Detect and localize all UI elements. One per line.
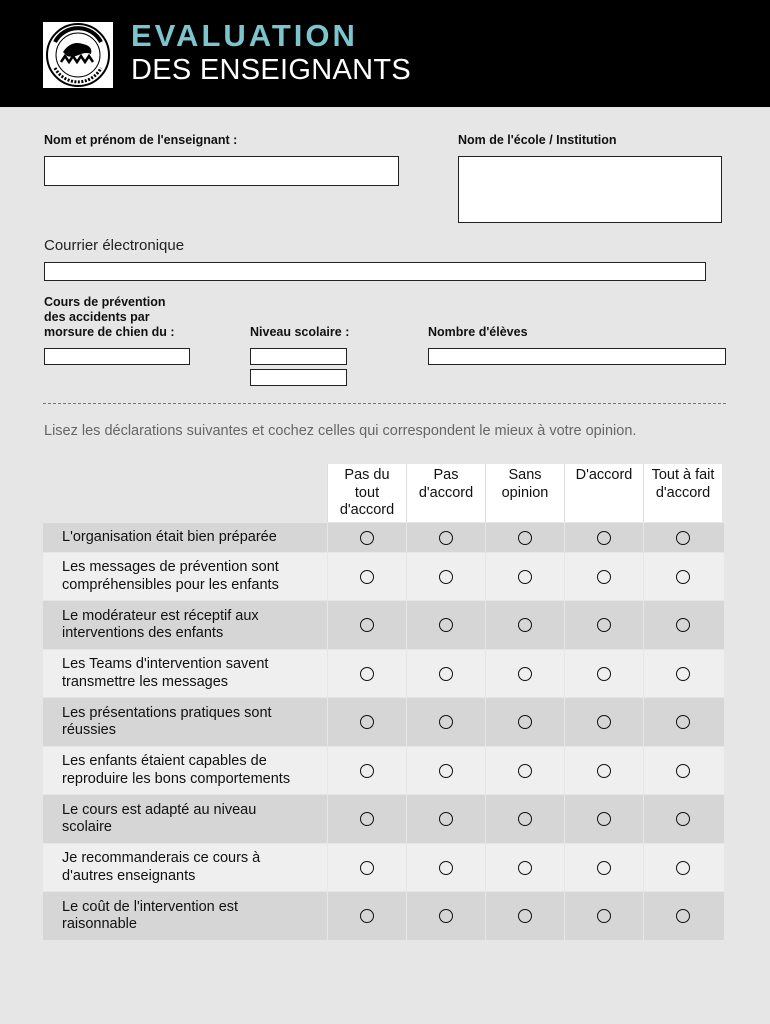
- answer-cell: [406, 553, 485, 600]
- answer-cell: [485, 553, 564, 600]
- answer-cell: [564, 553, 643, 600]
- answer-cell: [564, 601, 643, 649]
- survey-header-row: [43, 464, 724, 522]
- answer-radio[interactable]: [676, 570, 690, 584]
- answer-cell: [564, 844, 643, 891]
- answer-radio[interactable]: [676, 909, 690, 923]
- answer-radio[interactable]: [439, 812, 453, 826]
- answer-radio[interactable]: [360, 570, 374, 584]
- answer-cell: [643, 892, 722, 940]
- answer-radio[interactable]: [597, 715, 611, 729]
- table-row: [43, 697, 724, 746]
- answer-radio[interactable]: [518, 531, 532, 545]
- students-count-label: Nombre d'élèves: [428, 325, 528, 339]
- answer-radio[interactable]: [676, 667, 690, 681]
- answer-cell: [327, 553, 406, 600]
- answer-radio[interactable]: [360, 861, 374, 875]
- answer-radio[interactable]: [439, 861, 453, 875]
- table-row: [43, 746, 724, 794]
- answer-radio[interactable]: [439, 531, 453, 545]
- header-spacer: [43, 464, 327, 522]
- answer-radio[interactable]: [597, 667, 611, 681]
- survey-table: [43, 464, 724, 940]
- fondation-logo: [43, 22, 113, 88]
- answer-cell: [327, 892, 406, 940]
- answer-cell: [406, 601, 485, 649]
- answer-cell: [406, 892, 485, 940]
- question-label: Je recommanderais ce cours à d'autres enseignants: [62, 850, 261, 884]
- answer-radio[interactable]: [518, 618, 532, 632]
- question-label: Le cours est adapté au niveau scolaire: [62, 801, 257, 835]
- answer-cell: [643, 523, 722, 552]
- answer-cell: [643, 747, 722, 794]
- answer-cell: [406, 650, 485, 697]
- school-level-field-1[interactable]: [250, 348, 347, 365]
- answer-cell: [406, 795, 485, 843]
- school-label: Nom de l'école / Institution: [458, 133, 617, 147]
- answer-radio[interactable]: [360, 812, 374, 826]
- answer-cell: [406, 747, 485, 794]
- column-header: Tout à fait d'accord: [643, 464, 722, 522]
- school-field[interactable]: [458, 156, 722, 223]
- answer-radio[interactable]: [360, 909, 374, 923]
- answer-radio[interactable]: [439, 764, 453, 778]
- answer-cell: [643, 795, 722, 843]
- email-field[interactable]: [44, 262, 706, 281]
- question-label: Le coût de l'intervention est raisonnable: [62, 898, 239, 932]
- table-row: [43, 522, 724, 552]
- answer-radio[interactable]: [360, 764, 374, 778]
- page-title-line1: EVALUATION: [131, 18, 358, 53]
- answer-cell: [564, 523, 643, 552]
- answer-cell: [485, 844, 564, 891]
- question-label: Les Teams d'intervention savent transmettre les messages: [62, 656, 269, 690]
- answer-radio[interactable]: [360, 531, 374, 545]
- answer-radio[interactable]: [676, 812, 690, 826]
- answer-cell: [485, 795, 564, 843]
- survey-question-rows: [43, 522, 724, 940]
- question-label: Le modérateur est réceptif aux interventions des enfants: [62, 607, 259, 641]
- answer-radio[interactable]: [676, 531, 690, 545]
- answer-cell: [564, 795, 643, 843]
- answer-cell: [327, 523, 406, 552]
- table-row: [43, 600, 724, 649]
- email-label: Courrier électronique: [44, 237, 185, 254]
- school-level-label: Niveau scolaire :: [250, 325, 350, 339]
- answer-cell: [327, 747, 406, 794]
- answer-cell: [485, 650, 564, 697]
- answer-cell: [564, 892, 643, 940]
- answer-radio[interactable]: [518, 764, 532, 778]
- answer-cell: [643, 698, 722, 746]
- answer-cell: [406, 698, 485, 746]
- column-header: Pas d'accord: [406, 464, 485, 522]
- survey-instructions: Lisez les déclarations suivantes et cochez celles qui correspondent le mieux à votre opinion.: [44, 423, 637, 439]
- answer-cell: [485, 523, 564, 552]
- answer-radio[interactable]: [439, 667, 453, 681]
- page-title-line2: DES ENSEIGNANTS: [131, 54, 412, 86]
- answer-radio[interactable]: [676, 618, 690, 632]
- teacher-name-field[interactable]: [44, 156, 399, 186]
- answer-cell: [327, 844, 406, 891]
- table-row: [43, 794, 724, 843]
- question-label: Les présentations pratiques sont réussies: [62, 704, 272, 738]
- answer-cell: [643, 650, 722, 697]
- section-divider: [43, 403, 726, 404]
- table-row: [43, 891, 724, 940]
- answer-cell: [643, 844, 722, 891]
- answer-cell: [485, 698, 564, 746]
- logo-emblem-icon: [43, 22, 113, 88]
- table-row: [43, 552, 724, 600]
- answer-cell: [327, 698, 406, 746]
- answer-radio[interactable]: [439, 618, 453, 632]
- answer-cell: [643, 553, 722, 600]
- answer-cell: [485, 747, 564, 794]
- students-count-field[interactable]: [428, 348, 726, 365]
- table-row: [43, 649, 724, 697]
- teacher-name-label: Nom et prénom de l'enseignant :: [44, 133, 238, 147]
- answer-radio[interactable]: [597, 570, 611, 584]
- school-level-field-2[interactable]: [250, 369, 347, 386]
- answer-radio[interactable]: [597, 764, 611, 778]
- answer-cell: [564, 650, 643, 697]
- answer-radio[interactable]: [518, 667, 532, 681]
- answer-radio[interactable]: [360, 667, 374, 681]
- answer-radio[interactable]: [597, 861, 611, 875]
- answer-radio[interactable]: [676, 715, 690, 729]
- answer-radio[interactable]: [676, 764, 690, 778]
- answer-cell: [485, 601, 564, 649]
- answer-cell: [485, 892, 564, 940]
- question-label: Les enfants étaient capables de reproduire les bons comportements: [62, 753, 291, 787]
- answer-radio[interactable]: [597, 909, 611, 923]
- column-header: Pas du tout d'accord: [327, 464, 406, 522]
- answer-cell: [327, 795, 406, 843]
- column-header: Sans opinion: [485, 464, 564, 522]
- answer-radio[interactable]: [439, 909, 453, 923]
- answer-radio[interactable]: [439, 715, 453, 729]
- answer-radio[interactable]: [439, 570, 453, 584]
- answer-cell: [643, 601, 722, 649]
- course-date-field[interactable]: [44, 348, 190, 365]
- answer-cell: [406, 523, 485, 552]
- answer-radio[interactable]: [360, 618, 374, 632]
- answer-cell: [327, 650, 406, 697]
- answer-radio[interactable]: [518, 570, 532, 584]
- column-header: D'accord: [564, 464, 643, 522]
- answer-cell: [564, 747, 643, 794]
- table-row: [43, 843, 724, 891]
- answer-radio[interactable]: [597, 531, 611, 545]
- page-header: [0, 0, 770, 107]
- answer-radio[interactable]: [597, 618, 611, 632]
- answer-cell: [406, 844, 485, 891]
- question-label: Les messages de prévention sont compréhensibles pour les enfants: [62, 559, 279, 593]
- answer-radio[interactable]: [518, 861, 532, 875]
- answer-radio[interactable]: [676, 861, 690, 875]
- answer-cell: [564, 698, 643, 746]
- course-date-label: Cours de prévention des accidents par morsure de chien du :: [44, 295, 175, 339]
- answer-radio[interactable]: [360, 715, 374, 729]
- answer-radio[interactable]: [518, 715, 532, 729]
- answer-radio[interactable]: [597, 812, 611, 826]
- answer-radio[interactable]: [518, 909, 532, 923]
- answer-cell: [327, 601, 406, 649]
- question-label: L'organisation était bien préparée: [62, 528, 277, 545]
- answer-radio[interactable]: [518, 812, 532, 826]
